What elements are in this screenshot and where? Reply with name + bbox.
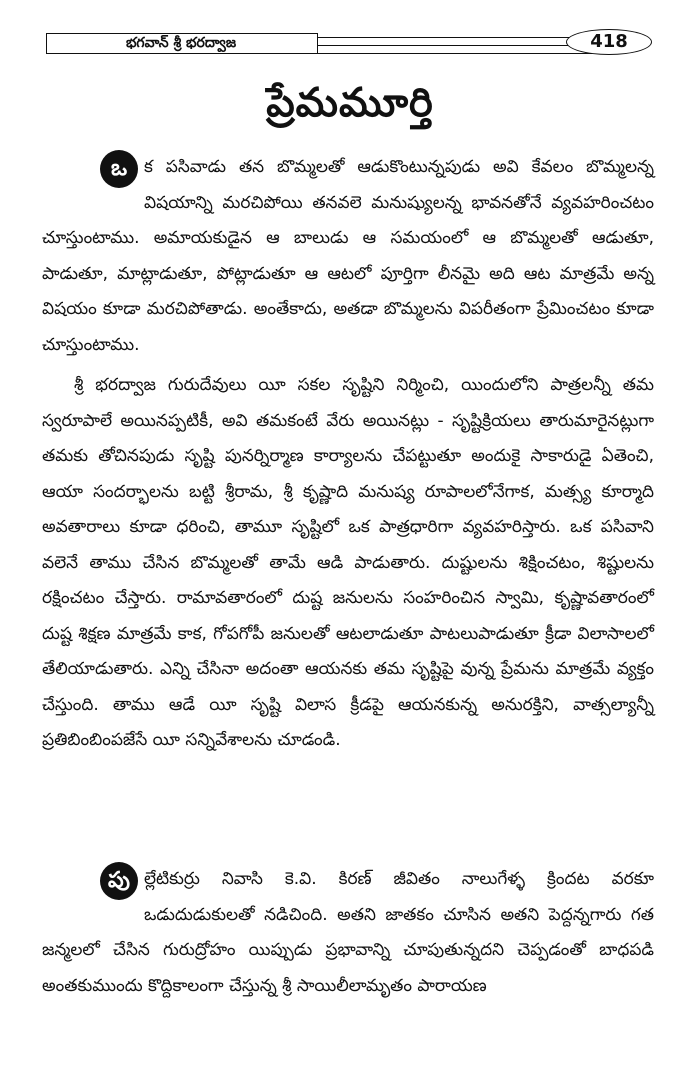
paragraph [42,150,654,363]
page-number: 418 [566,29,652,55]
paragraph-text: శ్రీ భరద్వాజ గురుదేవులు యీ సకల సృష్టిని నిర్మించి, యిందులోని పాత్రలన్నీ తమ స్వరూపాలే అయినప్పటికీ, అవి తమకంటే వేరు అయినట్లు - సృష్టిక్రియలు తారుమారైనట్లుగా తమకు తోచినపుడు సృష్టి పునర్నిర్మాణ కార్యాలను చేపట్టుతూ అందుకై సాకారుడై ఏతెంచి, ఆయా సందర్భాలను బట్టి శ్రీరామ, శ్రీ కృష్ణాది మనుష్య రూపాలలోనేగాక, మత్స్య కూర్మాది అవతారాలు కూడా ధరించి, తామూ సృష్టిలో ఒక పాత్రధారిగా వ్యవహరిస్తారు. ఒక పసివాని వలెనే తాము చేసిన బొమ్మలతో తామే ఆడి పాడుతారు. దుష్టులను శిక్షించటం, శిష్టులను రక్షించటం చేస్తారు. రామావతారంలో దుష్ట జనులను సంహరించిన స్వామి, కృష్ణావతారంలో దుష్ట శిక్షణ మాత్రమే కాక, గోపగోపీ జనులతో ఆటలాడుతూ పాటలుపాడుతూ క్రీడా విలాసాలలో తేలియాడుతారు. ఎన్ని చేసినా అదంతా ఆయనకు తమ సృష్టిపై వున్న ప్రేమను మాత్రమే వ్యక్తం చేస్తుంది. తాము ఆడే యీ సృష్టి విలాస క్రీడపై ఆయనకున్న అనురక్తిని, వాత్సల్యాన్నీ ప్రతిబింబింపజేసే యీ సన్నివేశాలను చూడండి. [42,375,654,750]
chapter-title: ప్రేమమూర్తి [266,80,434,126]
header-rule [46,53,616,54]
running-header [46,33,642,55]
paragraph-text: క పసివాడు తన బొమ్మలతో ఆడుకొంటున్నపుడు అవి కేవలం బొమ్మలన్న విషయాన్ని మరచిపోయి తనవలె మనుష్యులన్న భావనతోనే వ్యవహరించటం చూస్తుంటాము. అమాయకుడైన ఆ బాలుడు ఆ సమయంలో ఆ బొమ్మలతో ఆడుతూ, పాడుతూ, మాట్లాడుతూ, పోట్లాడుతూ ఆ ఆటలో పూర్తిగా లీనమై అది ఆట మాత్రమే అన్న విషయం కూడా మరచిపోతాడు. అంతేకాదు, అతడా బొమ్మలను విపరీతంగా ప్రేమించటం కూడా చూస్తుంటాము. [42,157,654,355]
drop-cap: పు [100,862,138,900]
paragraph [42,368,654,759]
paragraph [42,862,654,1004]
paragraph-text: ల్లేటికుర్రు నివాసి కె.వి. కిరణ్ జీవితం నాలుగేళ్ళ క్రిందట వరకూ ఒడుదుడుకులతో నడిచింది. అతని జాతకం చూసిన అతని పెద్దన్నగారు గత జన్మలలో చేసిన గురుద్రోహం యిప్పుడు ప్రభావాన్ని చూపుతున్నదని చెప్పడంతో బాధపడి అంతకుముందు కొద్దికాలంగా చేస్తున్న శ్రీ సాయిలీలామృతం పారాయణ [42,869,654,996]
running-title: భగవాన్ శ్రీ భరద్వాజ [125,35,237,51]
drop-cap: ఒ [100,150,138,188]
